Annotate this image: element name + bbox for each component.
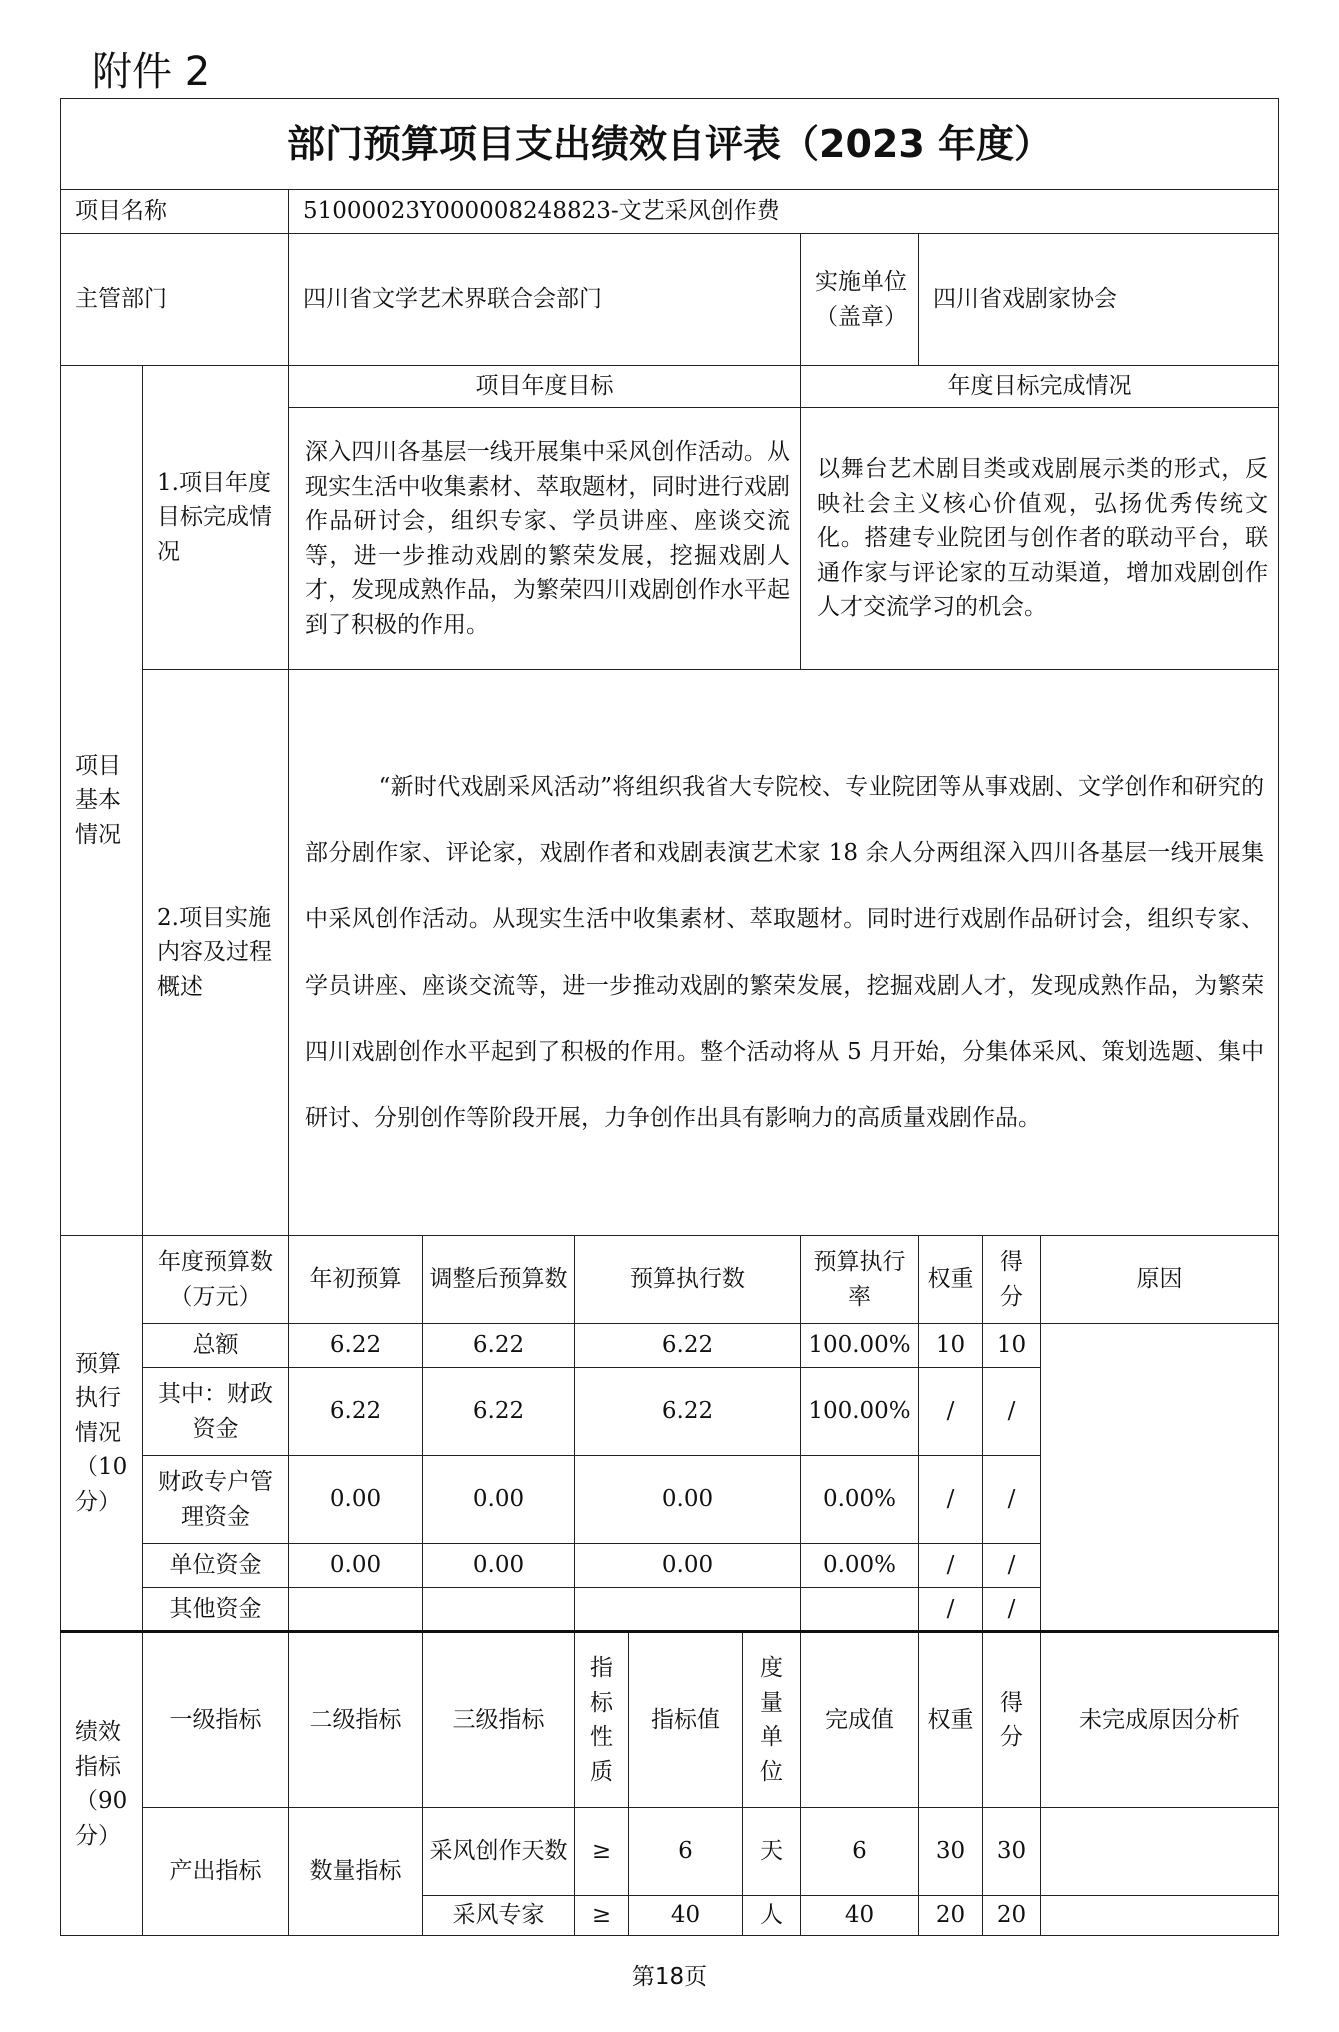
budget-score: 10 (983, 1324, 1041, 1368)
perf-weight: 20 (919, 1896, 983, 1936)
budget-weight: / (919, 1368, 983, 1456)
perf-section-label: 绩效指标（90分） (61, 1632, 143, 1936)
budget-initial: 6.22 (289, 1324, 423, 1368)
perf-level3: 采风专家 (423, 1896, 575, 1936)
budget-adjusted (423, 1588, 575, 1632)
perf-header-unit: 度量单位 (743, 1632, 801, 1808)
budget-initial (289, 1588, 423, 1632)
perf-level1: 产出指标 (143, 1808, 289, 1936)
budget-row-label: 其中：财政资金 (143, 1368, 289, 1456)
perf-value: 6 (629, 1808, 743, 1896)
budget-row-label: 总额 (143, 1324, 289, 1368)
budget-adjusted: 0.00 (423, 1456, 575, 1544)
budget-executed: 0.00 (575, 1544, 801, 1588)
perf-header-level3: 三级指标 (423, 1632, 575, 1808)
basic-section-label: 项目基本情况 (61, 366, 143, 1236)
budget-row-label: 其他资金 (143, 1588, 289, 1632)
dept-value: 四川省文学艺术界联合会部门 (289, 234, 801, 366)
budget-rate (801, 1588, 919, 1632)
budget-row-label: 财政专户管理资金 (143, 1456, 289, 1544)
budget-score: / (983, 1456, 1041, 1544)
perf-nature: ≥ (575, 1896, 629, 1936)
goal-completion-label: 1.项目年度目标完成情况 (143, 366, 289, 670)
completion-text: 以舞台艺术剧目类或戏剧展示类的形式，反映社会主义核心价值观，弘扬优秀传统文化。搭建专业院团与创作者的联动平台，联通作家与评论家的互动渠道，增加戏剧创作人才交流学习的机会。 (801, 408, 1279, 670)
budget-header-executed: 预算执行数 (575, 1236, 801, 1324)
budget-header-reason: 原因 (1041, 1236, 1279, 1324)
project-name-value: 51000023Y000008248823-文艺采风创作费 (289, 190, 1279, 234)
budget-executed (575, 1588, 801, 1632)
budget-score: / (983, 1588, 1041, 1632)
perf-done: 6 (801, 1808, 919, 1896)
perf-nature: ≥ (575, 1808, 629, 1896)
goal-text: 深入四川各基层一线开展集中采风创作活动。从现实生活中收集素材、萃取题材，同时进行戏剧作品研讨会，组织专家、学员讲座、座谈交流等，进一步推动戏剧的繁荣发展，挖掘戏剧人才，发现成熟作品，为繁荣四川戏剧创作水平起到了积极的作用。 (289, 408, 801, 670)
table-title: 部门预算项目支出绩效自评表（2023 年度） (61, 99, 1279, 190)
budget-row-label: 单位资金 (143, 1544, 289, 1588)
budget-score: / (983, 1544, 1041, 1588)
perf-header-score: 得分 (983, 1632, 1041, 1808)
impl-unit-value: 四川省戏剧家协会 (919, 234, 1279, 366)
self-evaluation-table (60, 98, 1279, 1936)
budget-header-rate: 预算执行率 (801, 1236, 919, 1324)
perf-header-weight: 权重 (919, 1632, 983, 1808)
budget-rate: 100.00% (801, 1368, 919, 1456)
budget-initial: 6.22 (289, 1368, 423, 1456)
table-row (61, 1808, 1279, 1896)
budget-adjusted: 6.22 (423, 1368, 575, 1456)
perf-header-done: 完成值 (801, 1632, 919, 1808)
budget-weight: / (919, 1588, 983, 1632)
budget-section-label: 预算执行情况（10分） (61, 1236, 143, 1632)
perf-value: 40 (629, 1896, 743, 1936)
budget-executed: 0.00 (575, 1456, 801, 1544)
budget-header-score: 得分 (983, 1236, 1041, 1324)
perf-score: 30 (983, 1808, 1041, 1896)
budget-weight: 10 (919, 1324, 983, 1368)
budget-weight: / (919, 1456, 983, 1544)
budget-adjusted: 6.22 (423, 1324, 575, 1368)
perf-analysis (1041, 1808, 1279, 1896)
page-number: 第18页 (631, 1964, 708, 1990)
budget-header-adjusted: 调整后预算数 (423, 1236, 575, 1324)
budget-weight: / (919, 1544, 983, 1588)
perf-header-value: 指标值 (629, 1632, 743, 1808)
dept-label: 主管部门 (61, 234, 289, 366)
budget-initial: 0.00 (289, 1544, 423, 1588)
budget-executed: 6.22 (575, 1324, 801, 1368)
table-row (61, 1324, 1279, 1368)
impl-unit-label: 实施单位（盖章） (801, 234, 919, 366)
goal-header: 项目年度目标 (289, 366, 801, 408)
budget-rate: 0.00% (801, 1544, 919, 1588)
perf-level3: 采风创作天数 (423, 1808, 575, 1896)
project-name-label: 项目名称 (61, 190, 289, 234)
perf-header-level2: 二级指标 (289, 1632, 423, 1808)
budget-reason-cell (1041, 1324, 1279, 1632)
budget-adjusted: 0.00 (423, 1544, 575, 1588)
budget-score: / (983, 1368, 1041, 1456)
budget-rate: 0.00% (801, 1456, 919, 1544)
perf-header-level1: 一级指标 (143, 1632, 289, 1808)
completion-header: 年度目标完成情况 (801, 366, 1279, 408)
budget-initial: 0.00 (289, 1456, 423, 1544)
budget-header-annual: 年度预算数（万元） (143, 1236, 289, 1324)
perf-done: 40 (801, 1896, 919, 1936)
budget-header-weight: 权重 (919, 1236, 983, 1324)
process-label: 2.项目实施内容及过程概述 (143, 670, 289, 1236)
perf-header-nature: 指标性质 (575, 1632, 629, 1808)
budget-rate: 100.00% (801, 1324, 919, 1368)
perf-unit: 天 (743, 1808, 801, 1896)
budget-header-initial: 年初预算 (289, 1236, 423, 1324)
budget-executed: 6.22 (575, 1368, 801, 1456)
perf-unit: 人 (743, 1896, 801, 1936)
perf-analysis (1041, 1896, 1279, 1936)
perf-score: 20 (983, 1896, 1041, 1936)
process-text: “新时代戏剧采风活动”将组织我省大专院校、专业院团等从事戏剧、文学创作和研究的部分剧作家、评论家，戏剧作者和戏剧表演艺术家 18 余人分两组深入四川各基层一线开展集中采风创作活动。从现实生活中收集素材、萃取题材。同时进行戏剧作品研讨会，组织专家、学员讲座、座谈交流等，进一步推动戏剧的繁荣发展，挖掘戏剧人才，发现成熟作品，为繁荣四川戏剧创作水平起到了积极的作用。整个活动将从 5 月开始，分集体采风、策划选题、集中研讨、分别创作等阶段开展，力争创作出具有影响力的高质量戏剧作品。 (289, 670, 1279, 1236)
perf-level2: 数量指标 (289, 1808, 423, 1936)
perf-header-analysis: 未完成原因分析 (1041, 1632, 1279, 1808)
attachment-label: 附件 2 (92, 49, 211, 95)
perf-weight: 30 (919, 1808, 983, 1896)
